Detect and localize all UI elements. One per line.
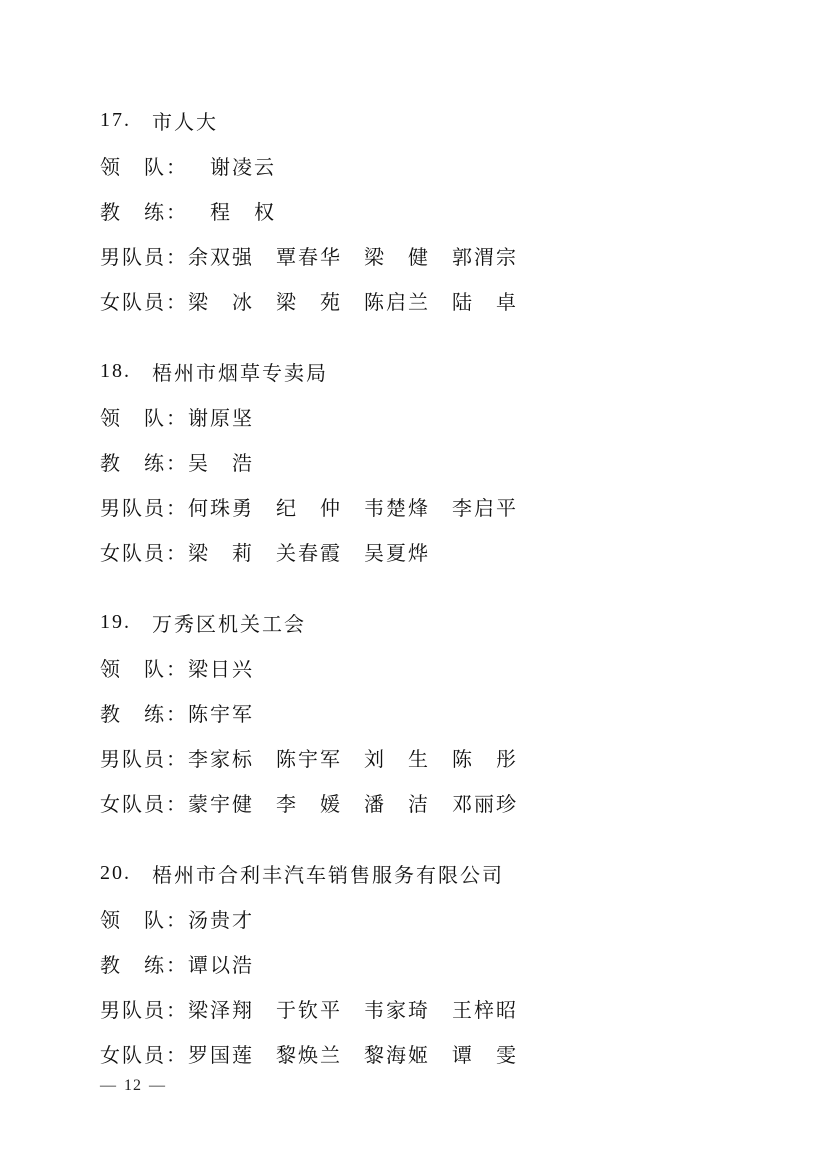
female-players-value: 罗国莲 黎焕兰 黎海姬 谭 雯 xyxy=(188,1045,518,1067)
page-footer xyxy=(100,1073,166,1098)
female-players-label: 女队员： xyxy=(100,292,188,314)
leader-value: 谢凌云 xyxy=(188,157,276,179)
team-name: 市人大 xyxy=(152,112,218,134)
coach-value: 谭以浩 xyxy=(188,955,254,977)
team-title xyxy=(100,600,518,645)
male-players-value: 李家标 陈宇军 刘 生 陈 彤 xyxy=(188,749,518,771)
footer-left-dash: — xyxy=(100,1076,117,1094)
leader-value: 梁日兴 xyxy=(188,659,254,681)
leader-row xyxy=(100,896,518,941)
coach-label: 教 练： xyxy=(100,704,188,726)
coach-value: 陈宇军 xyxy=(188,704,254,726)
team-section-17 xyxy=(100,98,518,323)
team-section-19 xyxy=(100,600,518,825)
female-players-value: 梁 莉 关春霞 吴夏烨 xyxy=(188,543,430,565)
male-players-value: 梁泽翔 于钦平 韦家琦 王梓昭 xyxy=(188,1000,518,1022)
female-players-value: 梁 冰 梁 苑 陈启兰 陆 卓 xyxy=(188,292,518,314)
coach-row xyxy=(100,188,518,233)
team-number: 18. xyxy=(100,360,131,382)
team-section-18 xyxy=(100,349,518,574)
leader-label: 领 队： xyxy=(100,408,188,430)
female-players-label: 女队员： xyxy=(100,543,188,565)
female-players-row xyxy=(100,1031,518,1076)
team-number: 19. xyxy=(100,611,131,633)
female-players-row xyxy=(100,780,518,825)
team-title xyxy=(100,98,518,143)
leader-label: 领 队： xyxy=(100,910,188,932)
female-players-value: 蒙宇健 李 媛 潘 洁 邓丽珍 xyxy=(188,794,518,816)
male-players-row xyxy=(100,735,518,780)
team-section-20 xyxy=(100,851,518,1076)
leader-row xyxy=(100,143,518,188)
team-name: 梧州市烟草专卖局 xyxy=(152,363,328,385)
leader-value: 汤贵才 xyxy=(188,910,254,932)
team-name: 梧州市合利丰汽车销售服务有限公司 xyxy=(152,865,504,887)
female-players-label: 女队员： xyxy=(100,1045,188,1067)
page-number: 12 xyxy=(124,1076,142,1094)
coach-value: 吴 浩 xyxy=(188,453,254,475)
footer-right-dash: — xyxy=(149,1076,166,1094)
coach-label: 教 练： xyxy=(100,453,188,475)
male-players-label: 男队员： xyxy=(100,1000,188,1022)
coach-row xyxy=(100,941,518,986)
team-number: 17. xyxy=(100,109,131,131)
team-number: 20. xyxy=(100,862,131,884)
female-players-label: 女队员： xyxy=(100,794,188,816)
team-title xyxy=(100,349,518,394)
leader-row xyxy=(100,645,518,690)
female-players-row xyxy=(100,278,518,323)
male-players-label: 男队员： xyxy=(100,247,188,269)
coach-row xyxy=(100,690,518,735)
leader-row xyxy=(100,394,518,439)
male-players-row xyxy=(100,986,518,1031)
leader-label: 领 队： xyxy=(100,157,188,179)
male-players-value: 余双强 覃春华 梁 健 郭渭宗 xyxy=(188,247,518,269)
leader-value: 谢原坚 xyxy=(188,408,254,430)
male-players-label: 男队员： xyxy=(100,749,188,771)
leader-label: 领 队： xyxy=(100,659,188,681)
team-name: 万秀区机关工会 xyxy=(152,614,306,636)
female-players-row xyxy=(100,529,518,574)
team-list xyxy=(100,98,518,1076)
male-players-row xyxy=(100,484,518,529)
coach-label: 教 练： xyxy=(100,955,188,977)
coach-label: 教 练： xyxy=(100,202,188,224)
male-players-row xyxy=(100,233,518,278)
male-players-value: 何珠勇 纪 仲 韦楚烽 李启平 xyxy=(188,498,518,520)
coach-row xyxy=(100,439,518,484)
team-title xyxy=(100,851,518,896)
coach-value: 程 权 xyxy=(188,202,276,224)
male-players-label: 男队员： xyxy=(100,498,188,520)
